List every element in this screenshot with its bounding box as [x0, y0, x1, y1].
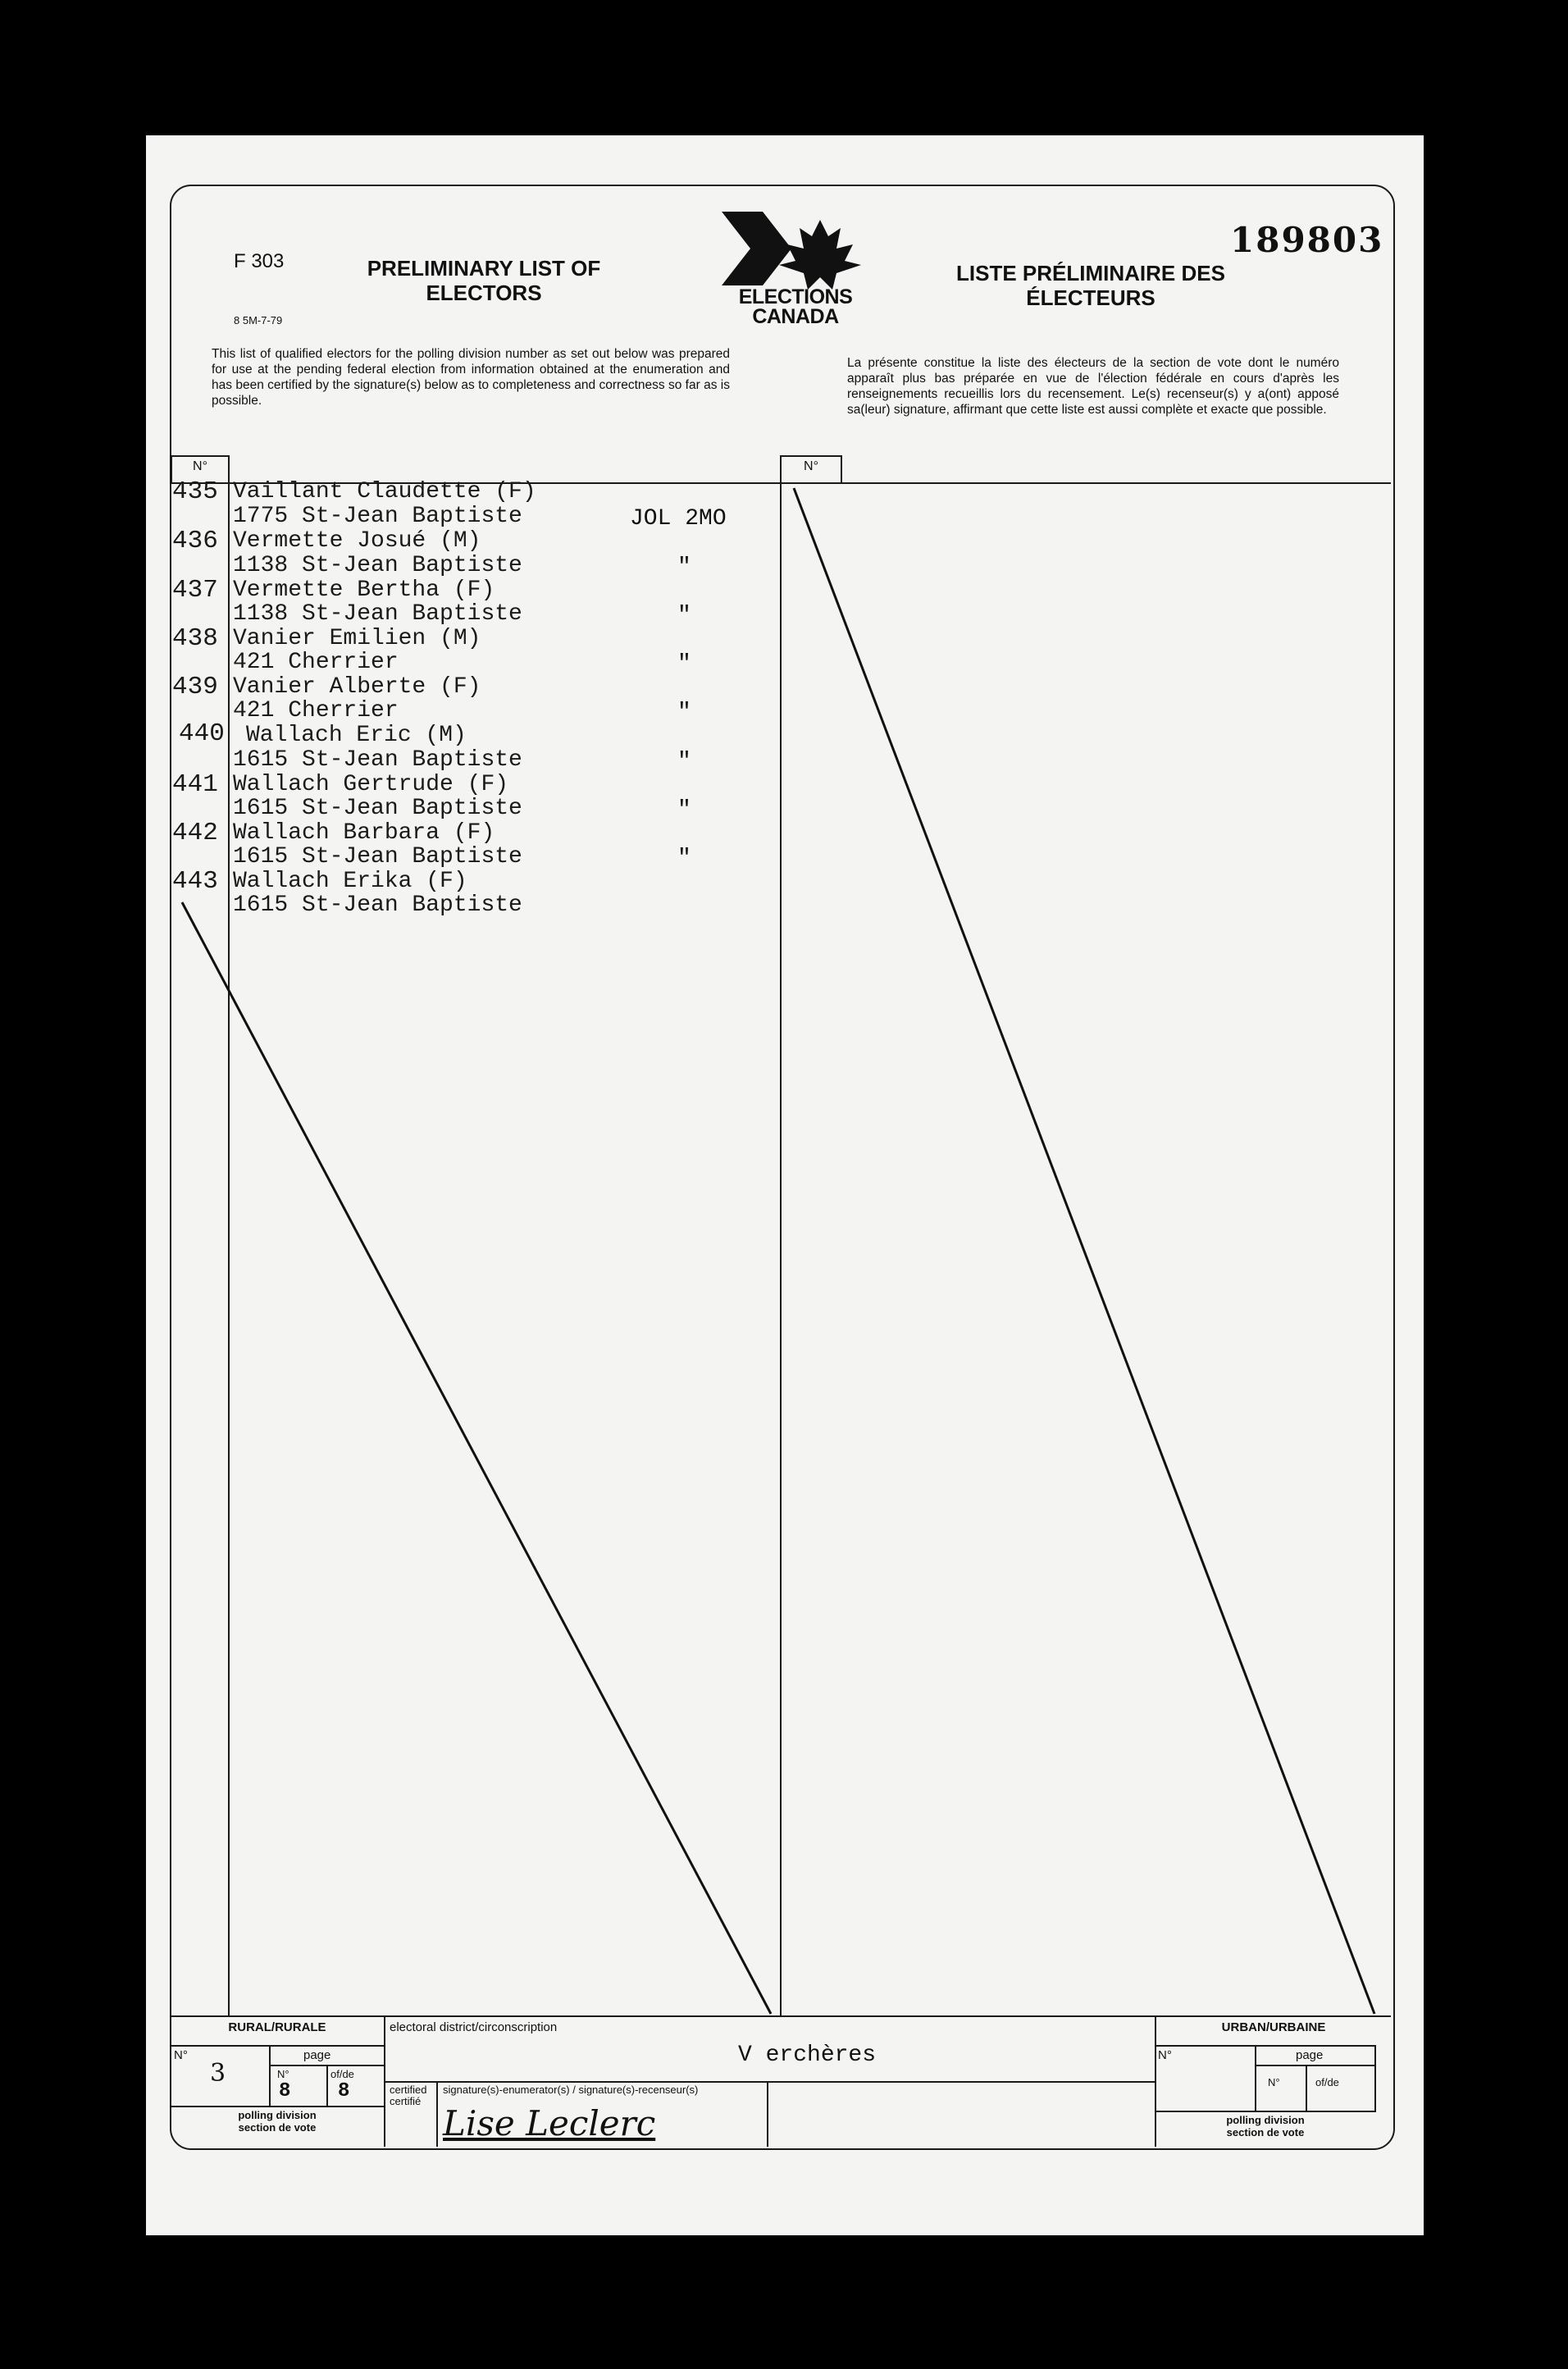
urban-label: URBAN/URBAINE [1221, 2020, 1326, 2034]
ditto-mark: " [677, 797, 691, 823]
page-total: 8 [338, 2080, 350, 2102]
ditto-mark: " [677, 749, 691, 774]
intro-french: La présente constitue la liste des électeurs de la section de vote dont le numéro apparaît plus bas préparée en vue de l'élection fédérale en cours d'après les renseignements recueillis lors du recensement. Le(s) recenseur(s) y a(ont) apposé sa(leur) signature, affirmant que cette liste est aussi complète et exacte que possible. [847, 356, 1339, 417]
elector-address: 1615 St-Jean Baptiste [233, 747, 522, 773]
elector-address: 1138 St-Jean Baptiste [233, 553, 522, 578]
rural-number: 3 [210, 2059, 226, 2088]
entry-number: 435 [172, 477, 218, 506]
rural-page-divider [269, 2045, 271, 2106]
footer-top-rule [171, 2015, 1391, 2017]
strikeout-line-left [182, 902, 771, 2014]
urban-page-rule [1255, 2065, 1376, 2066]
elector-address: 1138 St-Jean Baptiste [233, 601, 522, 627]
urban-no-label: N° [1158, 2048, 1172, 2062]
elector-name: Wallach Erika (F) [233, 869, 467, 894]
certified-divider [436, 2081, 438, 2147]
postal-code: JOL 2MO [630, 506, 727, 532]
elector-address: 1615 St-Jean Baptiste [233, 844, 522, 870]
rural-no-label: N° [174, 2048, 188, 2062]
entry-number: 437 [172, 576, 218, 605]
entry-number: 436 [172, 527, 218, 555]
no-header-left: N° [193, 459, 207, 473]
print-code: 8 5M-7-79 [234, 314, 283, 326]
elector-address: 421 Cherrier [233, 698, 399, 723]
enumerator-signature: Lise Leclerc [443, 2103, 656, 2143]
urban-page-label: page [1296, 2048, 1324, 2062]
elector-name: Vanier Alberte (F) [233, 674, 481, 700]
logo-text: ELECTIONS CANADA [738, 285, 853, 328]
elector-address: 1775 St-Jean Baptiste [233, 504, 522, 529]
elector-name: Wallach Eric (M) [246, 723, 467, 748]
elector-name: Vermette Bertha (F) [233, 577, 495, 603]
elector-name: Vaillant Claudette (F) [233, 479, 536, 504]
urban-header-rule [1155, 2045, 1376, 2047]
district-value: V erchères [738, 2043, 877, 2068]
elector-name: Vanier Emilien (M) [233, 626, 481, 651]
ditto-mark: " [677, 555, 691, 580]
elector-name: Vermette Josué (M) [233, 528, 481, 554]
urban-bottom-rule [1155, 2111, 1376, 2112]
entry-number: 438 [172, 624, 218, 653]
entry-number: 443 [172, 867, 218, 896]
no-header-right: N° [804, 459, 818, 473]
urban-polling-division-label: polling division [1226, 2114, 1305, 2126]
section-de-vote-label: section de vote [238, 2121, 317, 2134]
urban-of-label: of/de [1315, 2076, 1339, 2088]
elector-address: 1615 St-Jean Baptiste [233, 892, 522, 918]
ditto-mark: " [677, 700, 691, 725]
strikeout-line-right [794, 488, 1374, 2014]
rural-page-no-label: N° [277, 2068, 289, 2080]
urban-right-edge [1374, 2045, 1376, 2111]
urban-of-divider [1306, 2065, 1307, 2111]
urban-page-divider [1255, 2045, 1256, 2111]
ditto-mark: " [677, 603, 691, 628]
certified-label-fr: certifié [390, 2095, 422, 2107]
rural-label: RURAL/RURALE [228, 2020, 326, 2034]
signature-label: signature(s)-enumerator(s) / signature(s)-recenseur(s) [443, 2084, 699, 2096]
district-label: electoral district/circonscription [390, 2020, 558, 2034]
entry-number: 440 [179, 719, 225, 748]
rural-page-label: page [303, 2048, 331, 2062]
form-number: F 303 [234, 250, 285, 272]
title-french: LISTE PRÉLIMINAIRE DES ÉLECTEURS [956, 261, 1225, 310]
title-english: PRELIMINARY LIST OF ELECTORS [367, 256, 601, 305]
rural-of-label: of/de [330, 2068, 354, 2080]
entry-number: 441 [172, 770, 218, 799]
district-bottom-rule [384, 2081, 1155, 2083]
ditto-mark: " [677, 846, 691, 871]
rural-of-divider [326, 2065, 328, 2106]
elector-address: 421 Cherrier [233, 650, 399, 675]
polling-division-label: polling division [238, 2109, 317, 2121]
entry-number: 442 [172, 819, 218, 847]
signature-right-divider [767, 2081, 768, 2147]
elector-name: Wallach Gertrude (F) [233, 772, 509, 797]
ditto-mark: " [677, 651, 691, 677]
urban-page-no-label: N° [1268, 2076, 1280, 2088]
rural-bottom-rule [171, 2106, 385, 2107]
urban-section-de-vote-label: section de vote [1226, 2126, 1305, 2138]
page-number: 8 [279, 2080, 291, 2102]
elector-address: 1615 St-Jean Baptiste [233, 796, 522, 821]
intro-english: This list of qualified electors for the polling division number as set out below was prepared for use at the pending federal election from information obtained at the enumeration and has been certified by the signature(s) below as to completeness and correctness so far as is possible. [212, 347, 730, 408]
entry-number: 439 [172, 673, 218, 701]
elector-name: Wallach Barbara (F) [233, 820, 495, 846]
certified-label-en: certified [390, 2084, 427, 2096]
serial-number: 189803 [1230, 220, 1384, 260]
rural-header-rule [171, 2045, 385, 2047]
